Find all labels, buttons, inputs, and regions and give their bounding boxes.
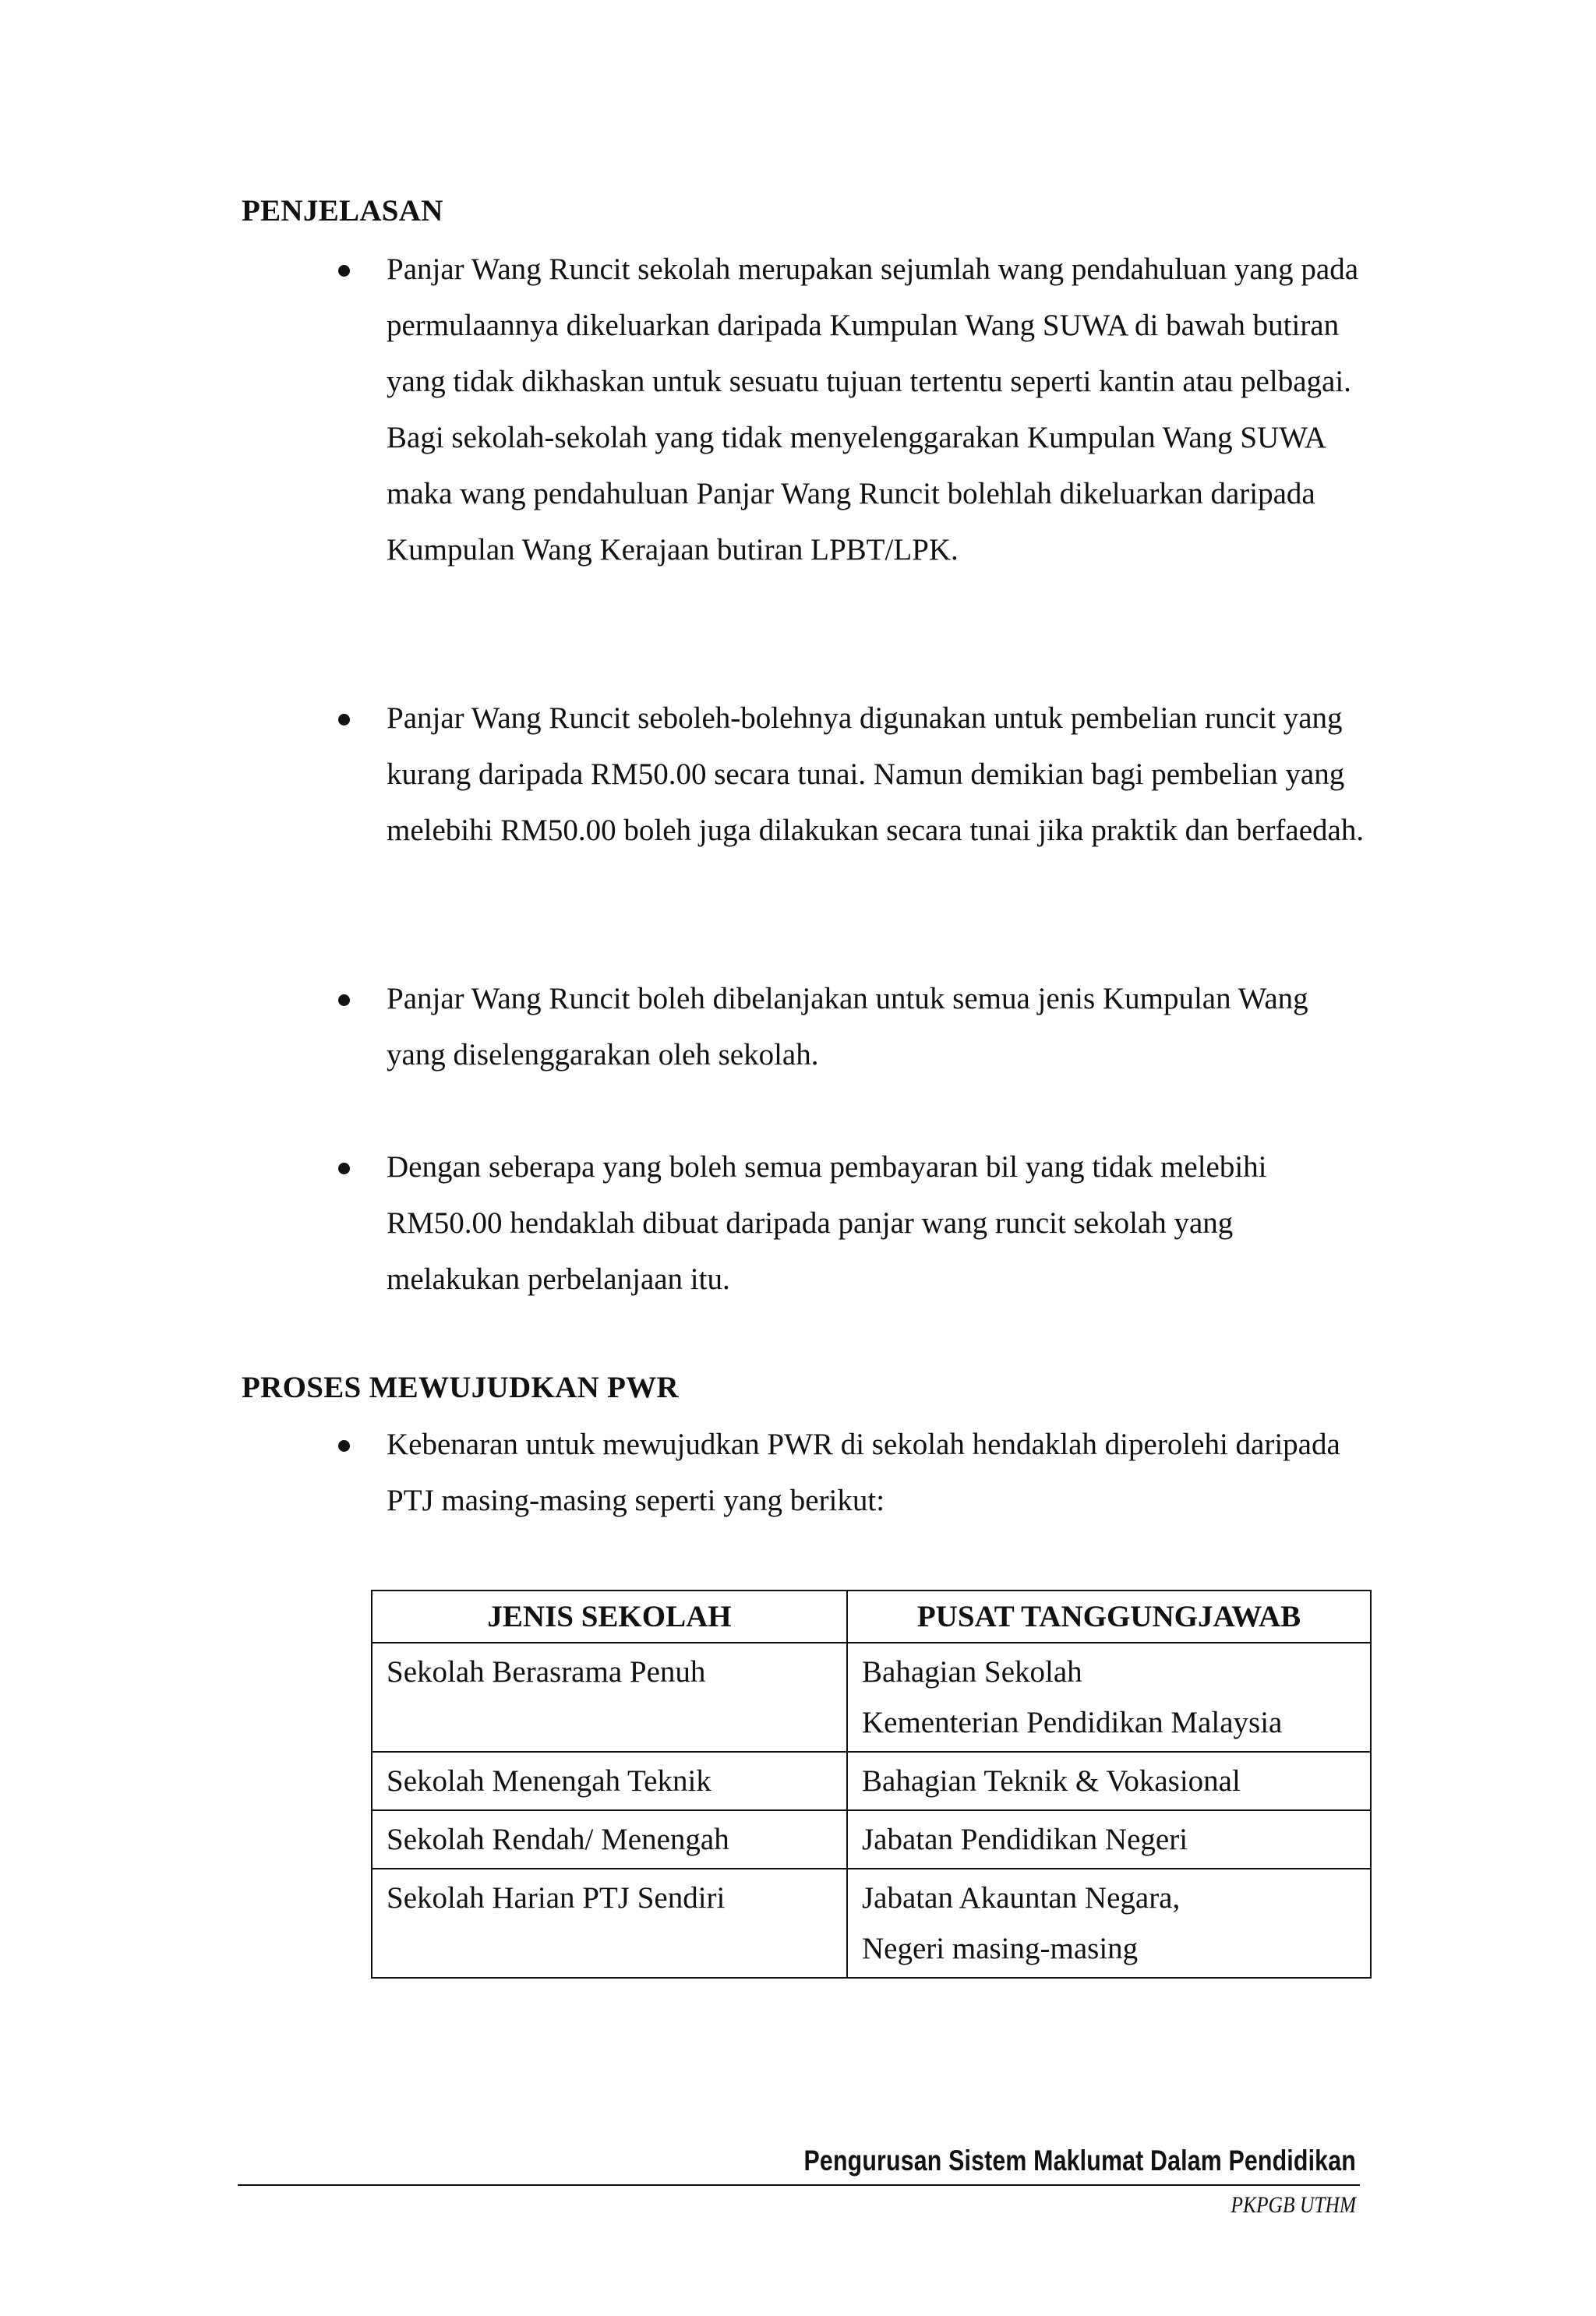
table-header-pusat-tanggungjawab: PUSAT TANGGUNGJAWAB <box>847 1590 1371 1643</box>
table-cell-line: Bahagian Teknik & Vokasional <box>862 1764 1241 1798</box>
bullet-text: Panjar Wang Runcit seboleh-bolehnya digunakan untuk pembelian runcit yang kurang daripada RM50.00 secara tunai. Namun demikian bagi pembelian yang melebihi RM50.00 boleh juga dilakukan secara tunai jika praktik dan berfaedah. <box>387 701 1365 847</box>
bullet-text: Dengan seberapa yang boleh semua pembayaran bil yang tidak melebihi RM50.00 hendaklah dibuat daripada panjar wang runcit sekolah yang melakukan perbelanjaan itu. <box>387 1150 1267 1296</box>
bullet-item <box>0 690 1596 915</box>
table-row <box>372 1752 1371 1810</box>
bullet-text: Panjar Wang Runcit boleh dibelanjakan untuk semua jenis Kumpulan Wang yang diselenggarakan oleh sekolah. <box>387 982 1308 1072</box>
table-cell-ptj <box>847 1752 1371 1810</box>
footer-divider <box>238 2184 1360 2186</box>
table-cell-jenis: Sekolah Berasrama Penuh <box>372 1643 847 1752</box>
bullet-dot-icon <box>338 1440 350 1452</box>
table-cell-line: Negeri masing-masing <box>862 1932 1139 1965</box>
table-cell-line: Jabatan Pendidikan Negeri <box>862 1823 1188 1856</box>
table-cell-line: Bahagian Sekolah <box>862 1655 1082 1689</box>
table-row <box>372 1869 1371 1978</box>
bullet-dot-icon <box>338 994 350 1006</box>
bullet-dot-icon <box>338 265 350 277</box>
table-header-jenis-sekolah: JENIS SEKOLAH <box>372 1590 847 1643</box>
bullet-item <box>0 242 1596 634</box>
table-cell-jenis: Sekolah Menengah Teknik <box>372 1752 847 1810</box>
table-row <box>372 1810 1371 1869</box>
bullet-item <box>0 971 1596 1083</box>
table-cell-line: Jabatan Akauntan Negara, <box>862 1881 1181 1915</box>
ptj-table <box>371 1590 1372 1979</box>
table-cell-ptj <box>847 1869 1371 1978</box>
table-row <box>372 1643 1371 1752</box>
footer-subtitle: PKPGB UTHM <box>1231 2192 1356 2218</box>
table-header-row <box>372 1590 1371 1643</box>
bullet-text: Panjar Wang Runcit sekolah merupakan sejumlah wang pendahuluan yang pada permulaannya dikeluarkan daripada Kumpulan Wang SUWA di bawah butiran yang tidak dikhaskan untuk sesuatu tujuan tertentu seperti kantin atau pelbagai. Bagi sekolah-sekolah yang tidak menyelenggarakan Kumpulan Wang SUWA maka wang pendahuluan Panjar Wang Runcit bolehlah dikeluarkan daripada Kumpulan Wang Kerajaan butiran LPBT/LPK. <box>387 252 1359 567</box>
proses-bullet-list <box>0 1417 1596 1529</box>
bullet-text: Kebenaran untuk mewujudkan PWR di sekolah hendaklah diperolehi daripada PTJ masing-masing seperti yang berikut: <box>387 1428 1340 1517</box>
bullet-dot-icon <box>338 714 350 726</box>
section-heading-penjelasan: PENJELASAN <box>242 194 443 228</box>
table-cell-ptj <box>847 1810 1371 1869</box>
table-cell-jenis: Sekolah Rendah/ Menengah <box>372 1810 847 1869</box>
table-cell-jenis: Sekolah Harian PTJ Sendiri <box>372 1869 847 1978</box>
bullet-dot-icon <box>338 1163 350 1174</box>
footer-title: Pengurusan Sistem Maklumat Dalam Pendidikan <box>803 2145 1356 2177</box>
table-cell-line: Kementerian Pendidikan Malaysia <box>862 1706 1283 1739</box>
table-cell-ptj <box>847 1643 1371 1752</box>
section-heading-proses: PROSES MEWUJUDKAN PWR <box>242 1371 679 1404</box>
penjelasan-bullet-list <box>0 242 1596 1308</box>
bullet-item <box>0 1139 1596 1308</box>
bullet-item <box>0 1417 1596 1529</box>
